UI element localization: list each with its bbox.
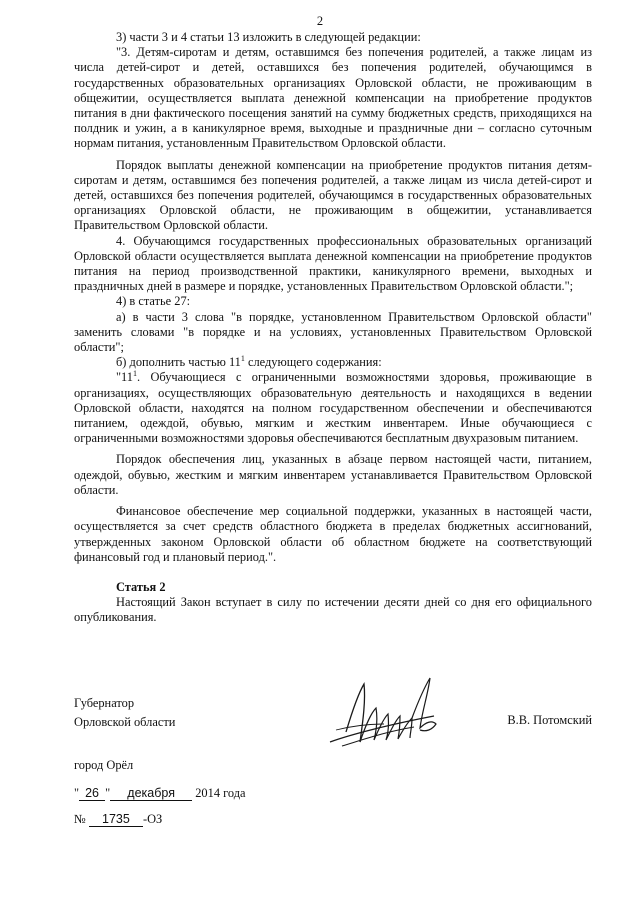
signing-date (74, 786, 246, 801)
article-13-part-4-text: 4. Обучающимся государственных профессиональных образовательных организаций Орловской области осуществляется выплата денежной компенсации на приобретение продуктов питания на период производственной практики, каникулярного времени, выходных и праздничных дней в размере и порядке, установленных Правительством Орловской области."; (74, 233, 592, 294)
date-month: декабря (110, 786, 192, 801)
article-2-text: Настоящий Закон вступает в силу по истечении десяти дней со дня его официального опубликования. (74, 595, 592, 625)
article-27-part-11-1-text (74, 370, 592, 446)
superscript-1: 1 (240, 354, 245, 364)
article-2-heading: Статья 2 (116, 579, 166, 594)
page-number: 2 (316, 14, 324, 28)
item-4b-text-end: следующего содержания: (244, 355, 382, 370)
governor-name: В.В. Потомский (507, 713, 592, 727)
amendment-item-3: 3) части 3 и 4 статьи 13 изложить в следующей редакции: (116, 30, 421, 44)
item-4b-text-start: б) дополнить частью 11 (116, 355, 241, 370)
date-open-quote: " (74, 786, 80, 800)
amendment-item-4a: а) в части 3 слова "в порядке, установленном Правительством Орловской области" заменить словами "в порядке и на условиях, установленных Правительством Орловской области"; (74, 309, 592, 355)
part-11-1-text: . Обучающиеся с ограниченными возможностями здоровья, проживающие в организациях, осуществляющих образовательную деятельность и находящихся в ведении Орловской области, находятся на полном государственном обеспечении и обеспечиваются питанием, одеждой, обувью, мягким и жестким инвентарем. Иные обучающиеся с ограниченными возможностями здоровья обеспечиваются бесплатным двухразовым питанием. (74, 370, 592, 446)
date-day: 26 (79, 786, 105, 801)
governor-title (74, 694, 175, 732)
superscript-1: 1 (133, 369, 137, 379)
document-body (74, 30, 592, 626)
article-13-part-3-text: "3. Детям-сиротам и детям, оставшимся без попечения родителей, а также лицам из числа детей-сирот и детей, оставшихся без попечения родителей, обучающимся в государственных образовательных организациях Орловской области, не проживающим в общежитии, осуществляется выплата денежной компенсации на приобретение продуктов питания в дни фактического посещения занятий на сумму бюджетных средств, приходящихся на полдник и ужин, а в каникулярное время, выходные и праздничные дни – согласно суточным нормам питания, установленным Правительством Орловской области. (74, 45, 592, 151)
article-13-procedure-text: Порядок выплаты денежной компенсации на приобретение продуктов питания детям-сиротам и детям, оставшимся без попечения родителей, а также лицам из числа детей-сирот и детей, оставшихся без попечения родителей, обучающимся в государственных образовательных организациях Орловской области, не проживающим в общежитии, устанавливается Правительством Орловской области. (74, 157, 592, 233)
handwritten-signature (322, 672, 442, 764)
amendment-item-4b (74, 355, 592, 370)
governor-title-line1: Губернатор (74, 696, 135, 710)
governor-title-line2: Орловской области (74, 715, 176, 729)
part-11-1-number: "11 (116, 370, 133, 385)
amendment-item-4: 4) в статье 27: (116, 294, 191, 309)
part-11-1-financing-text: Финансовое обеспечение мер социальной поддержки, указанных в настоящей части, осуществляется за счет средств областного бюджета в пределах бюджетных ассигнований, утвержденных законом Орловской области об областном бюджете на соответствующий финансовый год и плановый период.". (74, 504, 592, 564)
city-of-signing: город Орёл (74, 758, 134, 772)
law-number-value: 1735 (89, 812, 143, 827)
law-number-suffix: -ОЗ (142, 812, 163, 826)
date-year: 2014 года (195, 786, 246, 800)
part-11-1-procedure-text: Порядок обеспечения лиц, указанных в абзаце первом настоящей части, питанием, одеждой, обувью, жестким и мягким инвентарем устанавливается Правительством Орловской области. (74, 452, 592, 497)
law-number (74, 812, 162, 827)
date-close-quote: " (105, 786, 111, 800)
number-sign: № (74, 812, 86, 826)
